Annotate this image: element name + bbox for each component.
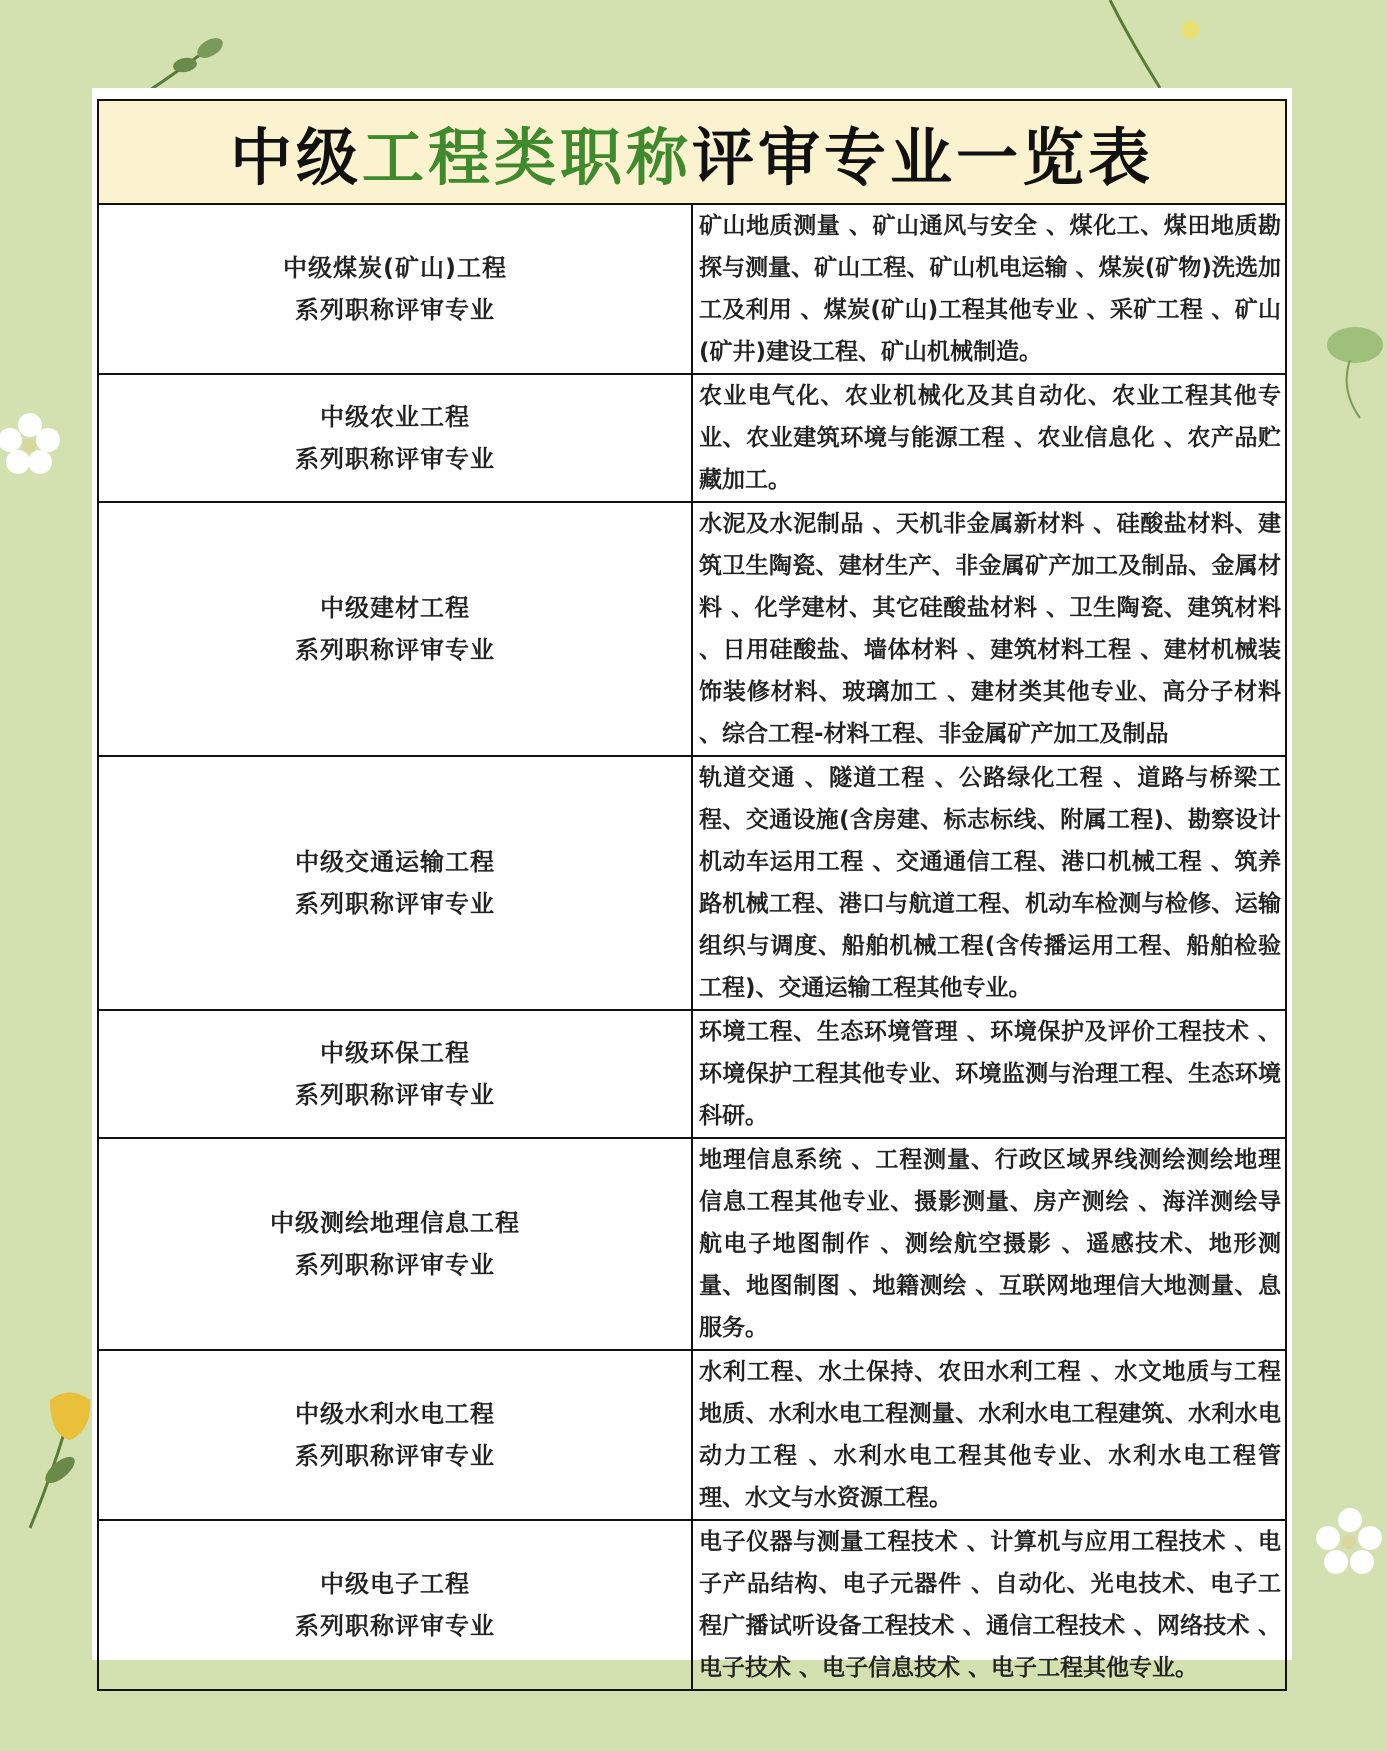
category-line2: 系列职称评审专业 bbox=[295, 445, 495, 473]
category-line1: 中级建材工程 bbox=[320, 594, 470, 622]
majors-cell: 农业电气化、农业机械化及其自动化、农业工程其他专业、农业建筑环境与能源工程 、农业信息化 、农产品贮藏加工。 bbox=[692, 374, 1286, 502]
table-row bbox=[98, 756, 1286, 1010]
category-line2: 系列职称评审专业 bbox=[295, 1612, 495, 1640]
category-cell bbox=[98, 1520, 692, 1690]
category-line1: 中级水利水电工程 bbox=[295, 1400, 495, 1428]
category-line1: 中级农业工程 bbox=[320, 403, 470, 431]
category-line1: 中级测绘地理信息工程 bbox=[270, 1209, 520, 1237]
table-row bbox=[98, 1520, 1286, 1690]
tulip-left-icon bbox=[20, 1380, 100, 1530]
title-part1: 中级 bbox=[229, 120, 362, 194]
majors-table bbox=[97, 99, 1287, 1691]
table-row bbox=[98, 1010, 1286, 1138]
category-cell bbox=[98, 204, 692, 374]
table-row bbox=[98, 1138, 1286, 1350]
title-highlight: 工程类职称 bbox=[361, 120, 692, 194]
flower-right-icon bbox=[1310, 1500, 1387, 1590]
majors-cell: 水泥及水泥制品 、天机非金属新材料 、硅酸盐材料、建筑卫生陶瓷、建材生产、非金属矿产加工及制品、金属材料 、化学建材、其它硅酸盐材料 、卫生陶瓷、建筑材料 、日用硅酸盐、墙体材料 、建筑材料工程 、建材机械装饰装修材料、玻璃加工 、建材类其他专业、高分子材料 、综合工程-材料工程、非金属矿产加工及制品 bbox=[692, 502, 1286, 756]
title-row bbox=[98, 100, 1286, 204]
majors-cell: 地理信息系统 、工程测量、行政区域界线测绘测绘地理信息工程其他专业、摄影测量、房产测绘 、海洋测绘导航电子地图制作 、测绘航空摄影 、遥感技术、地形测量、地图制图 、地籍测绘 、互联网地理信大地测量、息服务。 bbox=[692, 1138, 1286, 1350]
leaf-right-icon bbox=[1300, 310, 1387, 420]
page-title bbox=[98, 100, 1286, 204]
title-part2: 评审专业一览表 bbox=[692, 120, 1155, 194]
category-line2: 系列职称评审专业 bbox=[295, 1251, 495, 1279]
category-line1: 中级电子工程 bbox=[320, 1570, 470, 1598]
category-line2: 系列职称评审专业 bbox=[295, 890, 495, 918]
category-line2: 系列职称评审专业 bbox=[295, 296, 495, 324]
majors-cell: 环境工程、生态环境管理 、环境保护及评价工程技术 、环境保护工程其他专业、环境监测与治理工程、生态环境科研。 bbox=[692, 1010, 1286, 1138]
category-cell bbox=[98, 1138, 692, 1350]
table-row bbox=[98, 204, 1286, 374]
category-line1: 中级煤炭(矿山)工程 bbox=[283, 254, 507, 282]
category-cell bbox=[98, 1010, 692, 1138]
table-row bbox=[98, 502, 1286, 756]
majors-cell: 轨道交通 、隧道工程 、公路绿化工程 、道路与桥梁工程、交通设施(含房建、标志标线、附属工程)、勘察设计机动车运用工程 、交通通信工程、港口机械工程 、筑养路机械工程、港口与航道工程、机动车检测与检修、运输组织与调度、船舶机械工程(含传播运用工程、船舶检验工程)、交通运输工程其他专业。 bbox=[692, 756, 1286, 1010]
branch-icon bbox=[1090, 0, 1210, 90]
majors-cell: 水利工程、水土保持、农田水利工程 、水文地质与工程地质、水利水电工程测量、水利水电工程建筑、水利水电动力工程 、水利水电工程其他专业、水利水电工程管理、水文与水资源工程。 bbox=[692, 1350, 1286, 1520]
category-line1: 中级环保工程 bbox=[320, 1039, 470, 1067]
category-cell bbox=[98, 374, 692, 502]
table-row bbox=[98, 1350, 1286, 1520]
category-line2: 系列职称评审专业 bbox=[295, 636, 495, 664]
category-line1: 中级交通运输工程 bbox=[295, 848, 495, 876]
category-line2: 系列职称评审专业 bbox=[295, 1442, 495, 1470]
flower-left-icon bbox=[0, 400, 70, 490]
category-line2: 系列职称评审专业 bbox=[295, 1081, 495, 1109]
category-cell bbox=[98, 756, 692, 1010]
majors-cell: 电子仪器与测量工程技术 、计算机与应用工程技术 、电子产品结构、电子元器件 、自动化、光电技术、电子工程广播试听设备工程技术 、通信工程技术 、网络技术 、电子技术 、电子信息技术 、电子工程其他专业。 bbox=[692, 1520, 1286, 1690]
table-row bbox=[98, 374, 1286, 502]
category-cell bbox=[98, 1350, 692, 1520]
majors-cell: 矿山地质测量 、矿山通风与安全 、煤化工、煤田地质勘探与测量、矿山工程、矿山机电运输 、煤炭(矿物)洗选加工及利用 、煤炭(矿山)工程其他专业 、采矿工程 、矿山(矿井)建设工程、矿山机械制造。 bbox=[692, 204, 1286, 374]
category-cell bbox=[98, 502, 692, 756]
